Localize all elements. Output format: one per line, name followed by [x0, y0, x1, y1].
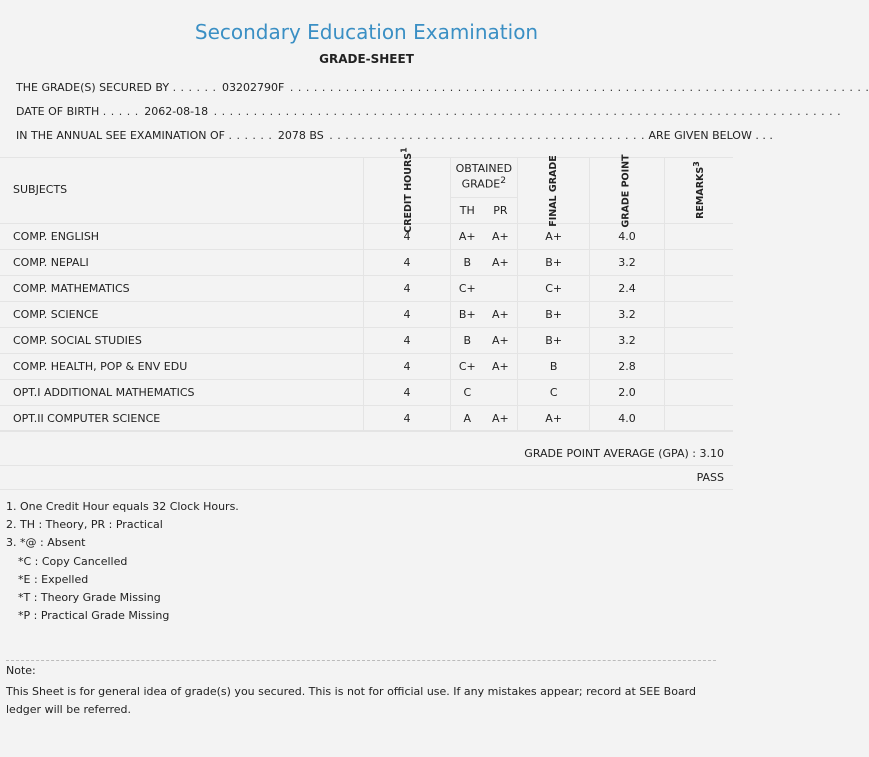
remarks-cell: [664, 301, 733, 327]
table-row: [0, 327, 733, 353]
th-grade-cell: B: [450, 249, 484, 275]
final-grade-cell: B: [517, 353, 590, 379]
pr-grade-cell: A+: [484, 249, 518, 275]
legend-item: 3. *@ : Absent: [6, 536, 86, 550]
credit-cell: 4: [364, 353, 450, 379]
th-grade-cell: B+: [450, 301, 484, 327]
remarks-header: REMARKS$^3$: [664, 157, 733, 223]
final-grade-cell: C: [517, 379, 590, 405]
credit-cell: 4: [364, 223, 450, 249]
exam-line: IN THE ANNUAL SEE EXAMINATION OF . . . . . . 2078 BS . . . . . . . . . . . . . . . . . . . . . . . . . . . . . . . . . . . . . . . . ARE GIVEN BELOW . . .: [16, 129, 773, 142]
page-title: Secondary Education Examination: [194, 20, 539, 44]
grade-point-cell: 2.4: [590, 275, 664, 301]
table-row: [0, 249, 733, 275]
remarks-cell: [664, 275, 733, 301]
pr-grade-cell: A+: [484, 353, 518, 379]
remarks-cell: [664, 353, 733, 379]
table-row: [0, 353, 733, 379]
subject-cell: COMP. MATHEMATICS: [0, 275, 364, 301]
secured-by-label: THE GRADE(S) SECURED BY: [16, 81, 170, 94]
credit-cell: 4: [364, 275, 450, 301]
grade-point-cell: 4.0: [590, 405, 664, 431]
grade-point-cell: 4.0: [590, 223, 664, 249]
credit-cell: 4: [364, 249, 450, 275]
table-header-row: [0, 157, 733, 197]
legend-item: *C : Copy Cancelled: [18, 554, 128, 568]
dob-line: DATE OF BIRTH . . . . . 2062-08-18 . . . . . . . . . . . . . . . . . . . . . . . . . . . . . . . . . . . . . . . . . . . . . . . . . . . . . . . . . . . . . . . . . . . . . . . . . . . . . . .: [16, 105, 842, 118]
credit-cell: 4: [364, 301, 450, 327]
subject-cell: OPT.I ADDITIONAL MATHEMATICS: [0, 379, 364, 405]
th-grade-cell: C+: [450, 353, 484, 379]
obtained-grade-header: OBTAINED GRADE$^2$: [450, 157, 517, 197]
divider: [0, 489, 733, 490]
symbol-number: 03202790F: [222, 81, 285, 94]
legend-item: 2. TH : Theory, PR : Practical: [6, 518, 163, 532]
note-text: This Sheet is for general idea of grade(s) you secured. This is not for official use. If any mistakes appear; record at SEE Board ledger will be referred.: [6, 685, 696, 716]
legend-item: *T : Theory Grade Missing: [18, 591, 161, 605]
subject-cell: COMP. SOCIAL STUDIES: [0, 327, 364, 353]
final-grade-cell: A+: [517, 223, 590, 249]
th-grade-cell: C: [450, 379, 484, 405]
exam-suffix: ARE GIVEN BELOW . . .: [648, 129, 773, 142]
dob-value: 2062-08-18: [144, 105, 209, 118]
grades-table: [0, 147, 733, 432]
subjects-header: SUBJECTS: [0, 157, 364, 223]
divider: [0, 430, 733, 431]
legend: [6, 498, 239, 625]
divider: [0, 465, 733, 466]
exam-label: IN THE ANNUAL SEE EXAMINATION OF: [16, 129, 225, 142]
subject-cell: OPT.II COMPUTER SCIENCE: [0, 405, 364, 431]
pr-grade-cell: A+: [484, 223, 518, 249]
dob-label: DATE OF BIRTH: [16, 105, 100, 118]
remarks-cell: [664, 249, 733, 275]
table-row: [0, 405, 733, 431]
remarks-cell: [664, 327, 733, 353]
table-row: [0, 379, 733, 405]
final-grade-cell: B+: [517, 249, 590, 275]
pr-grade-cell: [484, 379, 518, 405]
credit-cell: 4: [364, 327, 450, 353]
secured-by-line: THE GRADE(S) SECURED BY . . . . . . 03202790F . . . . . . . . . . . . . . . . . . . . . . . . . . . . . . . . . . . . . . . . . . . . . . . . . . . . . . . . . . . . . . . . . . . . . . . . .: [16, 81, 869, 94]
grade-point-header: GRADE POINT: [590, 157, 664, 223]
pr-grade-cell: [484, 275, 518, 301]
gpa-label: GRADE POINT AVERAGE (GPA) :: [524, 447, 696, 460]
legend-item: 1. One Credit Hour equals 32 Clock Hours.: [6, 500, 239, 513]
grade-point-cell: 3.2: [590, 249, 664, 275]
th-header: TH: [450, 197, 484, 223]
th-grade-cell: A+: [450, 223, 484, 249]
final-grade-cell: B+: [517, 301, 590, 327]
grade-point-cell: 3.2: [590, 327, 664, 353]
remarks-cell: [664, 223, 733, 249]
grade-sheet-heading: GRADE-SHEET: [319, 52, 414, 66]
table-row: [0, 301, 733, 327]
credit-cell: 4: [364, 405, 450, 431]
result-status: PASS: [696, 471, 724, 484]
remarks-cell: [664, 379, 733, 405]
pr-grade-cell: A+: [484, 327, 518, 353]
final-grade-header: FINAL GRADE: [517, 157, 590, 223]
legend-item: *E : Expelled: [18, 572, 89, 586]
gpa-line: [524, 447, 724, 460]
final-grade-cell: A+: [517, 405, 590, 431]
legend-item: *P : Practical Grade Missing: [18, 609, 170, 623]
gpa-value: 3.10: [699, 447, 724, 460]
final-grade-cell: C+: [517, 275, 590, 301]
final-grade-cell: B+: [517, 327, 590, 353]
pr-grade-cell: A+: [484, 405, 518, 431]
th-grade-cell: C+: [450, 275, 484, 301]
subject-cell: COMP. SCIENCE: [0, 301, 364, 327]
remarks-cell: [664, 405, 733, 431]
grade-point-cell: 2.8: [590, 353, 664, 379]
th-grade-cell: A: [450, 405, 484, 431]
subject-cell: COMP. ENGLISH: [0, 223, 364, 249]
note-divider: [6, 660, 716, 661]
subject-cell: COMP. HEALTH, POP & ENV EDU: [0, 353, 364, 379]
pr-header: PR: [484, 197, 518, 223]
th-grade-cell: B: [450, 327, 484, 353]
credit-hours-header: CREDIT HOURS$^1$: [364, 157, 450, 223]
grade-point-cell: 2.0: [590, 379, 664, 405]
note-label: Note:: [6, 664, 36, 677]
subject-cell: COMP. NEPALI: [0, 249, 364, 275]
table-row: [0, 275, 733, 301]
credit-cell: 4: [364, 379, 450, 405]
grade-point-cell: 3.2: [590, 301, 664, 327]
exam-year: 2078 BS: [277, 129, 324, 142]
pr-grade-cell: A+: [484, 301, 518, 327]
